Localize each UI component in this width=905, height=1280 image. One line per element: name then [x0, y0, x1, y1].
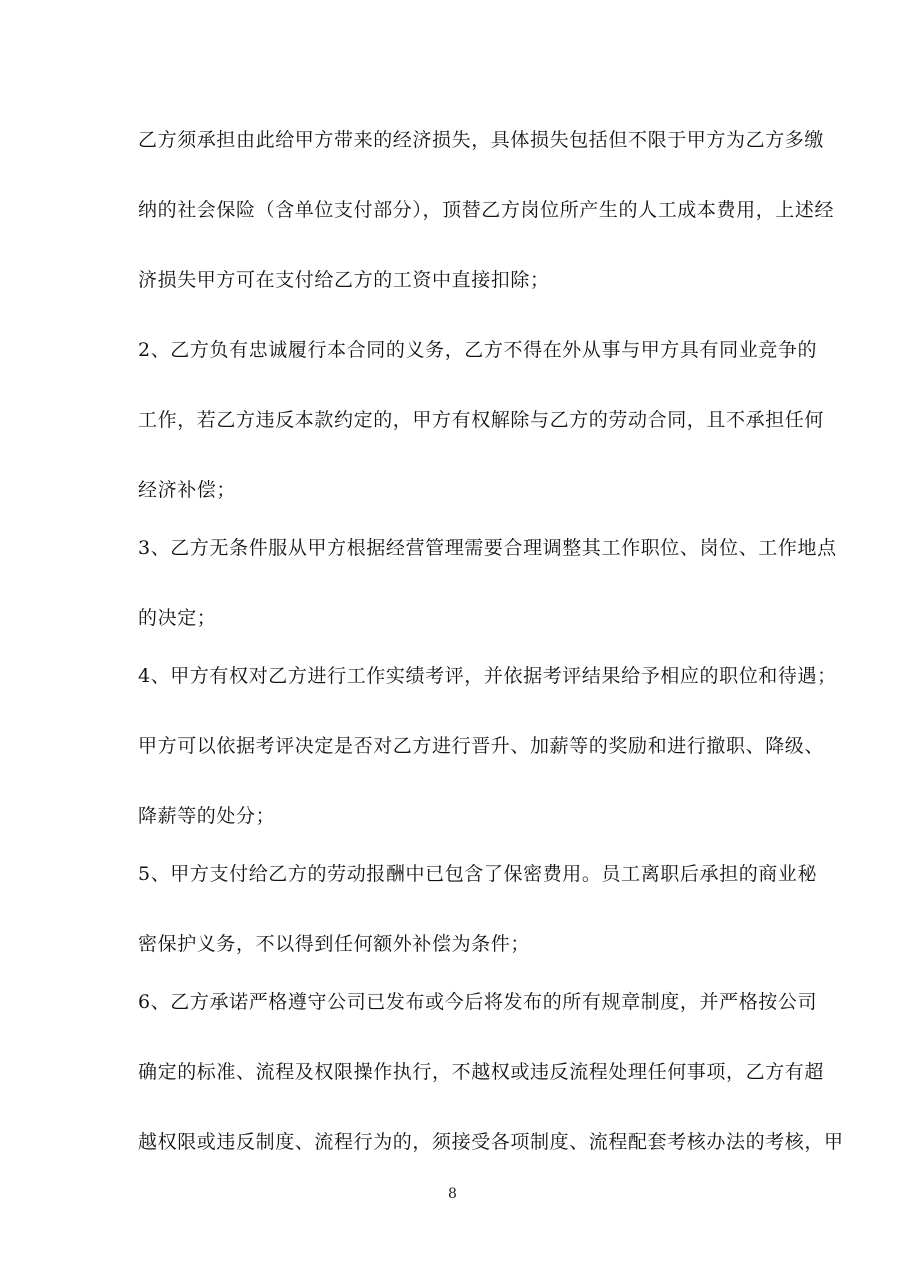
text-line: 4、甲方有权对乙方进行工作实绩考评，并依据考评结果给予相应的职位和待遇； — [138, 665, 837, 687]
text-line: 的决定； — [138, 607, 217, 629]
text-line: 甲方可以依据考评决定是否对乙方进行晋升、加薪等的奖励和进行撤职、降级、 — [138, 735, 825, 757]
text-line: 纳的社会保险（含单位支付部分），顶替乙方岗位所产生的人工成本费用，上述经 — [138, 199, 835, 221]
text-line: 越权限或违反制度、流程行为的，须接受各项制度、流程配套考核办法的考核，甲 — [138, 1131, 844, 1153]
page-number: 8 — [448, 1186, 457, 1202]
text-line: 工作，若乙方违反本款约定的，甲方有权解除与乙方的劳动合同，且不承担任何 — [138, 409, 825, 431]
text-line: 3、乙方无条件服从甲方根据经营管理需要合理调整其工作职位、岗位、工作地点 — [138, 537, 837, 559]
text-line: 济损失甲方可在支付给乙方的工资中直接扣除； — [138, 269, 550, 291]
text-line: 乙方须承担由此给甲方带来的经济损失，具体损失包括但不限于甲方为乙方多缴 — [138, 129, 825, 151]
text-line: 密保护义务，不以得到任何额外补偿为条件； — [138, 933, 531, 955]
text-line: 2、乙方负有忠诚履行本合同的义务，乙方不得在外从事与甲方具有同业竞争的 — [138, 339, 818, 361]
text-line: 降薪等的处分； — [138, 805, 276, 827]
text-line: 6、乙方承诺严格遵守公司已发布或今后将发布的所有规章制度，并严格按公司 — [138, 991, 818, 1013]
text-line: 确定的标准、流程及权限操作执行，不越权或违反流程处理任何事项，乙方有超 — [138, 1061, 825, 1083]
text-line: 经济补偿； — [138, 479, 237, 501]
text-line: 5、甲方支付给乙方的劳动报酬中已包含了保密费用。员工离职后承担的商业秘 — [138, 863, 818, 885]
